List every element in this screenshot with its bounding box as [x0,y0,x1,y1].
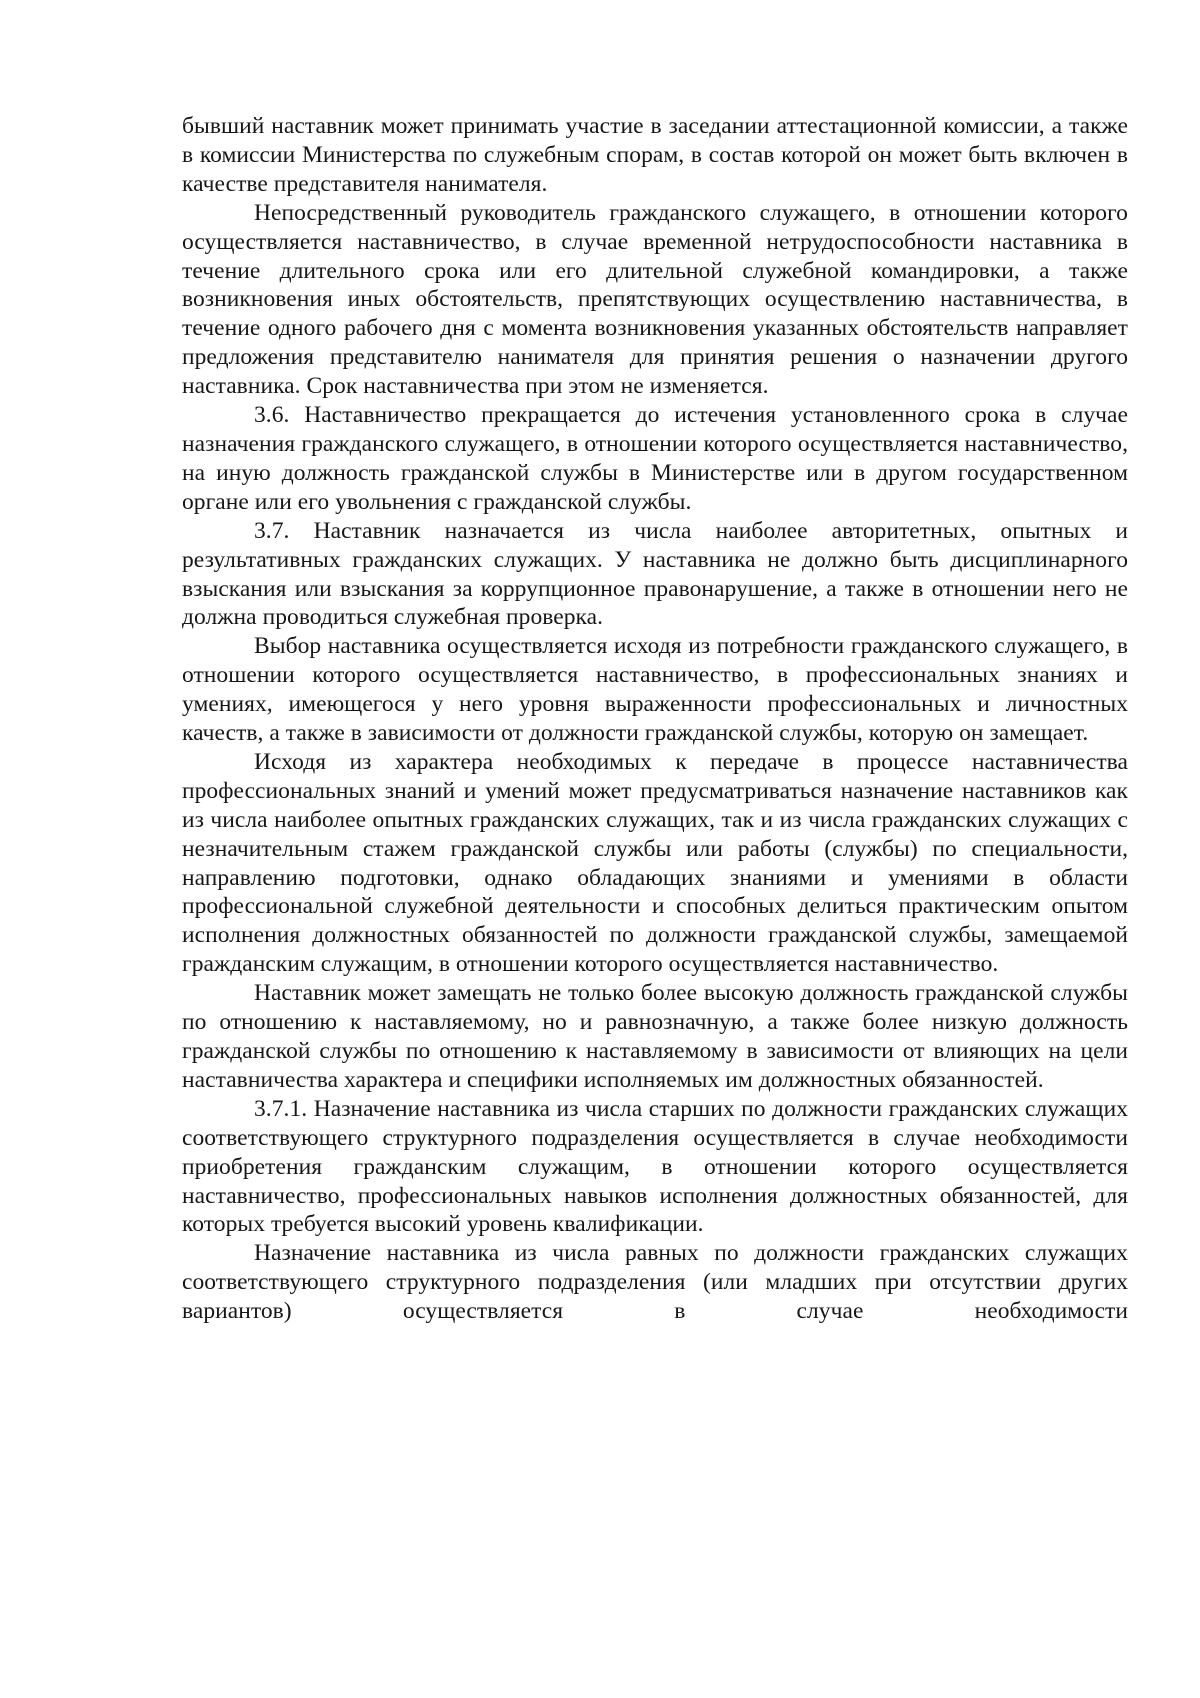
document-page [182,112,1128,1326]
paragraph-continuation: бывший наставник может принимать участие в заседании аттестационной комиссии, а также в комиссии Министерства по служебным спорам, в состав которой он может быть включен в качестве представителя нанимателя. [182,113,1128,197]
paragraph-mentor-appointment-basis: Исходя из характера необходимых к передаче в процессе наставничества профессиональных знаний и умений может предусматриваться назначение наставников как из числа наиболее опытных гражданских служащих, так и из числа гражданских служащих с незначительным стажем гражданской службы или работы (службы) по специальности, направлению подготовки, однако обладающих знаниями и умениями в области профессиональной служебной деятельности и способных делиться практическим опытом исполнения должностных обязанностей по должности гражданской службы, замещаемой гражданским служащим, в отношении которого осуществляется наставничество. [182,748,1128,978]
paragraph-3-7-1: 3.7.1. Назначение наставника из числа старших по должности гражданских служащих соответствующего структурного подразделения осуществляется в случае необходимости приобретения гражданским служащим, в отношении которого осуществляется наставничество, профессиональных навыков исполнения должностных обязанностей, для которых требуется высокий уровень квалификации. [182,1095,1128,1238]
paragraph-temporary-disability: Непосредственный руководитель гражданского служащего, в отношении которого осуществляется наставничество, в случае временной нетрудоспособности наставника в течение длительного срока или его длительной служебной командировки, а также возникновения иных обстоятельств, препятствующих осуществлению наставничества, в течение одного рабочего дня с момента возникновения указанных обстоятельств направляет предложения представителю нанимателя для принятия решения о назначении другого наставника. Срок наставничества при этом не изменяется. [182,199,1128,400]
paragraph-equal-position-appointment: Назначение наставника из числа равных по должности гражданских служащих соответствующего структурного подразделения (или младших при отсутствии других вариантов) осуществляется в случае необходимости [182,1240,1128,1325]
paragraph-mentor-position: Наставник может замещать не только более высокую должность гражданской службы по отношению к наставляемому, но и равнозначную, а также более низкую должность гражданской службы по отношению к наставляемому в зависимости от влияющих на цели наставничества характера и специфики исполняемых им должностных обязанностей. [182,980,1128,1093]
paragraph-3-6: 3.6. Наставничество прекращается до истечения установленного срока в случае назначения гражданского служащего, в отношении которого осуществляется наставничество, на иную должность гражданской службы в Министерстве или в другом государственном органе или его увольнения с гражданской службы. [182,402,1128,515]
paragraph-3-7: 3.7. Наставник назначается из числа наиболее авторитетных, опытных и результативных гражданских служащих. У наставника не должно быть дисциплинарного взыскания или взыскания за коррупционное правонарушение, а также в отношении него не должна проводиться служебная проверка. [182,517,1128,631]
paragraph-mentor-selection: Выбор наставника осуществляется исходя из потребности гражданского служащего, в отношении которого осуществляется наставничество, в профессиональных знаниях и умениях, имеющегося у него уровня выраженности профессиональных и личностных качеств, а также в зависимости от должности гражданской службы, которую он замещает. [182,633,1128,747]
